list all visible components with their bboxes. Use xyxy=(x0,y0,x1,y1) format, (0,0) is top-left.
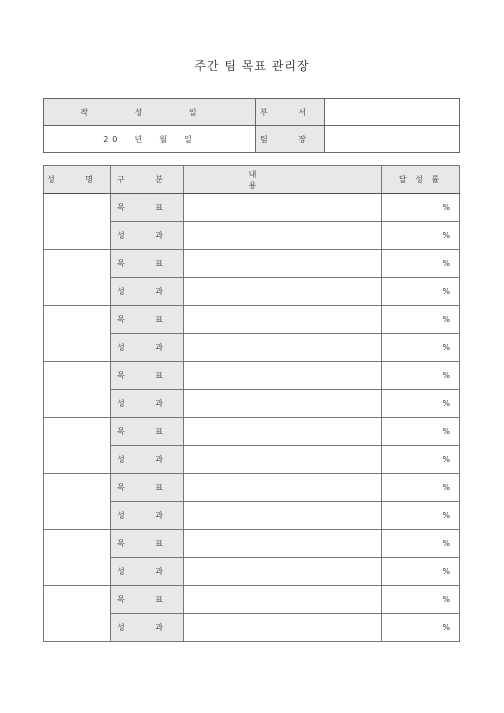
leader-label xyxy=(256,126,325,153)
result-content-field[interactable] xyxy=(184,222,382,250)
goal-label-text: 목 표 xyxy=(117,203,177,212)
goal-label-text: 목 표 xyxy=(117,371,177,380)
goal-content-field[interactable] xyxy=(184,362,382,390)
result-label-text: 성 과 xyxy=(117,567,177,576)
percent-sign: % xyxy=(442,399,450,408)
goal-label-text: 목 표 xyxy=(117,259,177,268)
goal-content-field[interactable] xyxy=(184,474,382,502)
column-header-content-text: 내 용 xyxy=(248,169,317,190)
percent-sign: % xyxy=(442,343,450,352)
table-row xyxy=(44,418,460,446)
goal-label-text: 목 표 xyxy=(117,483,177,492)
dept-label xyxy=(256,99,325,126)
member-name-field[interactable] xyxy=(44,474,111,530)
result-content-field[interactable] xyxy=(184,278,382,306)
result-achievement-field[interactable] xyxy=(382,278,460,306)
goal-achievement-field[interactable] xyxy=(382,530,460,558)
goals-table-body xyxy=(44,166,460,642)
goal-label-text: 목 표 xyxy=(117,539,177,548)
result-label xyxy=(111,502,184,530)
column-header-achievement xyxy=(382,166,460,194)
percent-sign: % xyxy=(442,371,450,380)
percent-sign: % xyxy=(442,203,450,212)
member-name-field[interactable] xyxy=(44,418,111,474)
date-label-text: 작 성 일 xyxy=(80,107,219,117)
dept-value-field[interactable] xyxy=(325,99,460,126)
table-row xyxy=(44,250,460,278)
goal-label xyxy=(111,194,184,222)
percent-sign: % xyxy=(442,483,450,492)
member-name-field[interactable] xyxy=(44,306,111,362)
date-value-field[interactable] xyxy=(44,126,256,153)
member-name-field[interactable] xyxy=(44,530,111,586)
goal-label xyxy=(111,474,184,502)
result-content-field[interactable] xyxy=(184,334,382,362)
column-header-achievement-text: 달 성 률 xyxy=(398,175,443,184)
goal-content-field[interactable] xyxy=(184,250,382,278)
result-content-field[interactable] xyxy=(184,614,382,642)
goal-achievement-field[interactable] xyxy=(382,362,460,390)
goal-achievement-field[interactable] xyxy=(382,306,460,334)
result-label xyxy=(111,222,184,250)
column-header-name xyxy=(44,166,111,194)
percent-sign: % xyxy=(442,567,450,576)
goal-label xyxy=(111,362,184,390)
date-value-text: 20 년 월 일 xyxy=(103,134,196,144)
column-header-content xyxy=(184,166,382,194)
goal-achievement-field[interactable] xyxy=(382,586,460,614)
goal-label xyxy=(111,250,184,278)
result-achievement-field[interactable] xyxy=(382,614,460,642)
result-label xyxy=(111,334,184,362)
member-name-field[interactable] xyxy=(44,250,111,306)
goal-content-field[interactable] xyxy=(184,194,382,222)
table-header-row xyxy=(44,166,460,194)
result-label-text: 성 과 xyxy=(117,287,177,296)
percent-sign: % xyxy=(442,595,450,604)
result-achievement-field[interactable] xyxy=(382,446,460,474)
result-label xyxy=(111,390,184,418)
goal-label-text: 목 표 xyxy=(117,427,177,436)
result-content-field[interactable] xyxy=(184,558,382,586)
result-label xyxy=(111,278,184,306)
member-name-field[interactable] xyxy=(44,194,111,250)
result-content-field[interactable] xyxy=(184,446,382,474)
goal-achievement-field[interactable] xyxy=(382,194,460,222)
goal-label xyxy=(111,418,184,446)
result-label xyxy=(111,446,184,474)
column-header-category xyxy=(111,166,184,194)
result-achievement-field[interactable] xyxy=(382,390,460,418)
table-row xyxy=(44,530,460,558)
member-name-field[interactable] xyxy=(44,362,111,418)
result-content-field[interactable] xyxy=(184,502,382,530)
goal-content-field[interactable] xyxy=(184,530,382,558)
percent-sign: % xyxy=(442,231,450,240)
table-row xyxy=(44,586,460,614)
leader-value-field[interactable] xyxy=(325,126,460,153)
percent-sign: % xyxy=(442,287,450,296)
page-title: 주간 팀 목표 관리장 xyxy=(194,59,310,73)
leader-label-text: 팀 장 xyxy=(260,134,320,144)
goal-label xyxy=(111,306,184,334)
table-row xyxy=(44,306,460,334)
percent-sign: % xyxy=(442,315,450,324)
header-row-1 xyxy=(44,99,460,126)
result-achievement-field[interactable] xyxy=(382,334,460,362)
result-content-field[interactable] xyxy=(184,390,382,418)
header-info-table xyxy=(43,98,460,153)
column-header-category-text: 구 분 xyxy=(117,175,177,184)
goal-achievement-field[interactable] xyxy=(382,418,460,446)
goal-achievement-field[interactable] xyxy=(382,474,460,502)
result-label-text: 성 과 xyxy=(117,231,177,240)
result-label-text: 성 과 xyxy=(117,623,177,632)
percent-sign: % xyxy=(442,259,450,268)
goal-label xyxy=(111,530,184,558)
result-achievement-field[interactable] xyxy=(382,502,460,530)
result-achievement-field[interactable] xyxy=(382,558,460,586)
result-label-text: 성 과 xyxy=(117,343,177,352)
percent-sign: % xyxy=(442,511,450,520)
goal-content-field[interactable] xyxy=(184,418,382,446)
date-label xyxy=(44,99,256,126)
result-label-text: 성 과 xyxy=(117,511,177,520)
result-label-text: 성 과 xyxy=(117,455,177,464)
result-achievement-field[interactable] xyxy=(382,222,460,250)
table-row xyxy=(44,474,460,502)
percent-sign: % xyxy=(442,539,450,548)
member-name-field[interactable] xyxy=(44,586,111,642)
dept-label-text: 부 서 xyxy=(260,107,320,117)
header-row-2 xyxy=(44,126,460,153)
goal-achievement-field[interactable] xyxy=(382,250,460,278)
table-row xyxy=(44,194,460,222)
goal-content-field[interactable] xyxy=(184,586,382,614)
percent-sign: % xyxy=(442,623,450,632)
table-row xyxy=(44,362,460,390)
percent-sign: % xyxy=(442,455,450,464)
goal-label-text: 목 표 xyxy=(117,595,177,604)
result-label-text: 성 과 xyxy=(117,399,177,408)
result-label xyxy=(111,558,184,586)
percent-sign: % xyxy=(442,427,450,436)
goal-content-field[interactable] xyxy=(184,306,382,334)
goal-label xyxy=(111,586,184,614)
goal-label-text: 목 표 xyxy=(117,315,177,324)
column-header-name-text: 성 명 xyxy=(47,175,107,184)
goals-table xyxy=(43,165,460,642)
result-label xyxy=(111,614,184,642)
